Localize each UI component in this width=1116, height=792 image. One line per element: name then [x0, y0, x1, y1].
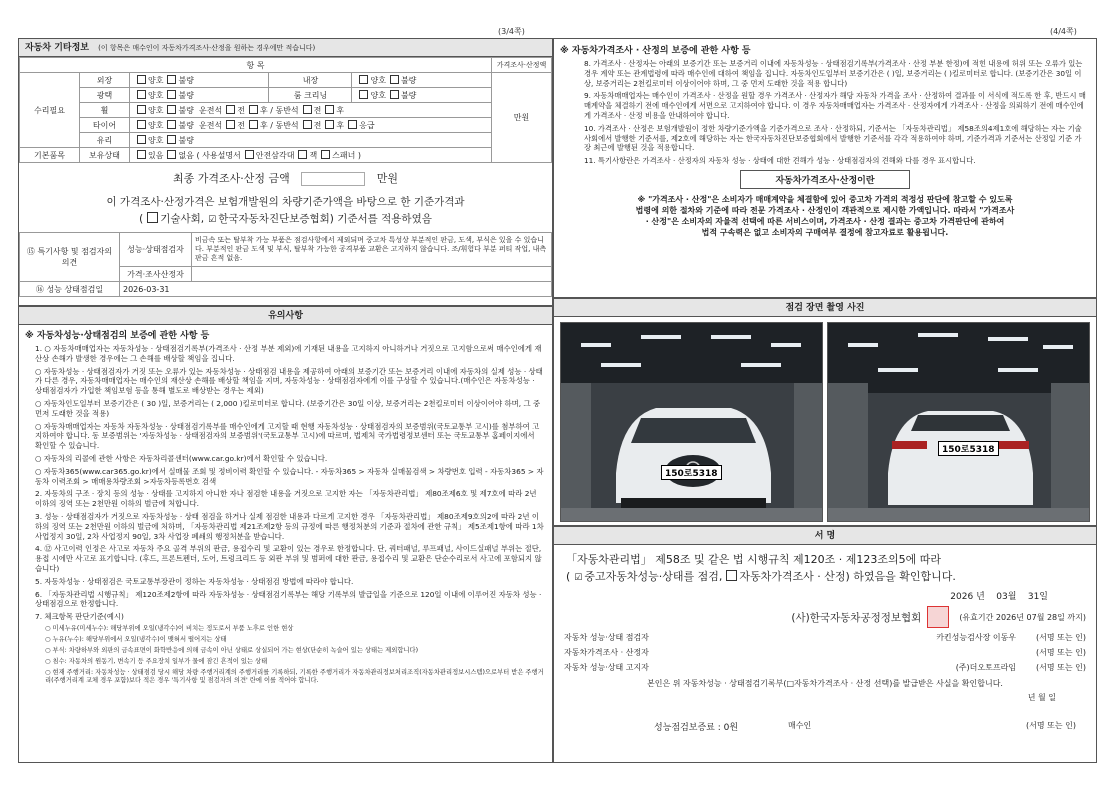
checkbox[interactable]	[167, 135, 176, 144]
perf-date: 2026-03-31	[120, 282, 552, 297]
emergency-label: 응급	[359, 120, 375, 130]
triangle-label: 안전삼각대	[255, 150, 295, 160]
sign-confirm: 본인은 위 자동차성능 · 상태점검기록부(□자동차가격조사 · 산정 선택)를 발급받은 사실을 확인합니다.	[647, 679, 1003, 688]
sign-line2	[554, 567, 1096, 585]
front-label: 전	[237, 105, 245, 115]
front-label: 전	[237, 120, 245, 130]
opt-good: 양호	[370, 75, 386, 85]
jack-label: 잭	[309, 150, 318, 160]
sign-paren: (	[566, 570, 571, 583]
criteria-item: ○ 침수: 자동차의 원동기, 변속기 등 주요장치 일부가 물에 잠긴 흔적이 있는 상태	[45, 657, 268, 665]
special-label: ⑮ 특기사항 및 점검자의 의견	[20, 233, 120, 282]
opt-bad: 불량	[178, 90, 194, 100]
checkbox[interactable]	[303, 120, 312, 129]
checkbox[interactable]	[167, 105, 176, 114]
other-info-section	[18, 38, 553, 306]
car-rear-image	[828, 323, 1090, 522]
final-price-input[interactable]	[301, 172, 365, 186]
none-label: 없음	[178, 150, 194, 160]
price-guarantee-title: ※ 자동차가격조사 · 산정의 보증에 관한 사항 등	[560, 46, 751, 56]
opt-good: 양호	[148, 120, 164, 130]
caution-item: 4. ⑫ 사고이력 인정은 사고로 자동차 주요 골격 부위의 판금, 용접수리 및 교환이 있는 경우로 한정합니다. 단, 쿼터패널, 루프패널, 사이드실패널 부위는 절단, 용접 시에만 사고로 표기합니다. (후드, 프론트펜더, 도어, 트렁크리드 등 외판 부위 및 범퍼에 대한 판금, 용접수리 및 교환은 단순수리로서 사고에 포함되지 않습니다)	[35, 544, 542, 573]
checkbox[interactable]	[137, 90, 146, 99]
sign-org: (사)한국자동차공정정보협회	[791, 611, 922, 624]
spanner-label: 스패너 )	[332, 150, 362, 160]
perf-date-label: ⑯ 성능 상태점검일	[20, 282, 120, 297]
checkbox-tech-society[interactable]	[147, 212, 158, 223]
criteria-item: ○ 미세누유(미세누수): 해당부위에 오일(냉각수)이 비치는 정도로서 부품 노후로 인한 현상	[45, 624, 294, 632]
checkbox[interactable]	[359, 75, 368, 84]
price-box-line: ※ "가격조사 · 산정"은 소비자가 매매계약을 체결함에 있어 중고차 가격의 적정성 판단에 참고할 수 있도록	[637, 194, 1013, 204]
sign-ymd: 년 월 일	[1027, 693, 1056, 702]
checkbox[interactable]	[298, 150, 307, 159]
signature-title: 서 명	[554, 527, 1096, 545]
sign-day: 31	[1027, 592, 1040, 602]
caution-item: ○ 자동차성능 · 상태점검자가 거짓 또는 오류가 있는 자동차성능 · 상태점검 내용을 제공하여 아래의 보증기간 또는 보증거리 이내에 자동차의 실제 성능 · 상태가 다른 경우, 자동차매매업자는 매수인의 재산상 손해를 배상할 책임을 지며, 자동차성능 · 상태점검자에게 이를 구상할 수 있습니다.(매수인은 자동차성능 · 상태점검자가 가입한 책임보험 등을 통해 별도로 배상받는 경우는 제외)	[35, 366, 543, 396]
caution-item: 1. ○ 자동차매매업자는 자동차성능 · 상태점검기록부(가격조사 · 산정 부분 제외)에 기재된 내용을 고지하지 아니하거나 거짓으로 고지함으로써 매수인에게 재산상 손해가 발생한 경우에는 그 손해를 배상할 책임을 집니다.	[35, 344, 542, 363]
page-number-right: (4/4쪽)	[1050, 27, 1077, 36]
price-label: 가격·조사산정자	[120, 267, 192, 282]
sign-year: 2026	[950, 592, 974, 602]
manual-label: ( 사용설명서	[196, 150, 241, 160]
rear-label: 후 / 동반석	[259, 120, 299, 130]
checkbox[interactable]	[390, 90, 399, 99]
checkbox[interactable]	[137, 135, 146, 144]
driver-label: 운전석	[199, 120, 223, 130]
caution-item: ○ 자동차의 리콜에 관한 사항은 자동차리콜센터(www.car.go.kr)에서 확인할 수 있습니다.	[35, 453, 328, 463]
checkbox[interactable]	[137, 150, 146, 159]
opt-good: 양호	[148, 75, 164, 85]
sign-month: 03	[996, 592, 1008, 602]
sign-perf-check: 중고자동차성능·상태를 점검,	[584, 570, 723, 583]
sign-notice-label: 자동차 성능·상태 고지자	[564, 663, 649, 672]
rear-plate: 150로5318	[938, 441, 999, 456]
sign-buyer: 매수인	[788, 721, 812, 730]
day-unit: 일	[1039, 592, 1048, 602]
perf-label: 성능·상태점검자	[120, 233, 192, 267]
sign-buyer-sign[interactable]: (서명 또는 인)	[1026, 721, 1076, 730]
row-tire: 타이어	[80, 118, 130, 133]
other-info-title: 자동차 기타정보	[25, 43, 89, 53]
checkbox[interactable]	[167, 150, 176, 159]
row-gloss: 광택	[80, 88, 130, 103]
price-box-line: 법적 구속력은 없고 소비자의 구매여부 결정에 참고자료로 활용됩니다.	[701, 227, 949, 237]
opt-good: 양호	[370, 90, 386, 100]
price-guarantee-item: 9. 자동차매매업자는 매수인이 가격조사 · 산정을 원할 경우 가격조사 · 산정자가 해당 자동차 가격을 조사 · 산정하여 결과를 이 서식에 적도록 한 후, 반드시 매매계약을 체결하기 전에 매수인에게 서면으로 고지하여야 합니다. 이 경우 자동차매매업자는 가격조사 · 산정자에게 가격조사 · 산정을 의뢰하기 전에 매수인에게 가격조사 · 산정 비용을 안내하여야 합니다.	[584, 91, 1086, 120]
rear-label: 후	[336, 105, 345, 115]
sign-fee: 성능점검보증료 : 0원	[654, 723, 739, 733]
checkbox[interactable]	[167, 90, 176, 99]
sign-price-row	[554, 645, 1096, 660]
sign-perf-name: 카킨성능검사장 이동우	[936, 633, 1017, 642]
opt-bad: 불량	[400, 75, 417, 85]
checked-icon[interactable]: ☑	[574, 573, 583, 583]
driver-label: 운전석	[199, 105, 223, 115]
price-won: 만원	[492, 73, 552, 163]
checkbox[interactable]	[348, 120, 357, 129]
price-box-title: 자동차가격조사·산정이란	[740, 170, 910, 189]
opt-good: 양호	[148, 135, 164, 145]
criteria-list	[19, 625, 552, 685]
basis-paren: (	[139, 213, 144, 225]
checkbox[interactable]	[325, 105, 334, 114]
price-guarantee-section	[553, 38, 1097, 298]
caution-item: ○ 자동차365(www.car365.go.kr)에서 실매물 조회 및 정비이력 확인할 수 있습니다. - 자동차365 > 자동차 실매물검색 > 차량번호 입력 - 자동차365 > 자동차 이력조회 > 매매용차량조회 >자동차등록번호 검색	[35, 466, 544, 486]
basis-assoc: 한국자동차진단보증협회) 기준서를 적용하였음	[218, 213, 432, 225]
price-guarantee-list	[554, 59, 1096, 166]
signature-section	[553, 526, 1097, 763]
checkbox[interactable]	[167, 75, 176, 84]
sign-perf-sign[interactable]: (서명 또는 인)	[1036, 633, 1086, 642]
checkbox[interactable]	[245, 150, 254, 159]
final-price-label: 최종 가격조사·산정 금액	[172, 172, 290, 185]
criteria-item: ○ 누유(누수): 해당부위에서 오일(냉각수)이 맺혀서 떨어지는 상태	[45, 635, 227, 643]
month-unit: 월	[1007, 592, 1017, 602]
caution-item: 2. 자동차의 구조 · 장치 등의 성능 · 상태를 고지하지 아니한 자나 점검한 내용을 거짓으로 고지한 자는 「자동차관리법」 제80조제6호 및 제7호에 따라 2년 이하의 징역 또는 2천만원 이하의 벌금에 처합니다.	[35, 489, 537, 509]
front-label: 전	[313, 105, 322, 115]
price-opinion	[192, 267, 552, 282]
sign-price-label: 자동차가격조사 · 산정자	[564, 648, 649, 657]
opt-bad: 불량	[178, 105, 194, 115]
row-exterior: 외장	[80, 73, 130, 88]
row-wheel: 휠	[80, 103, 130, 118]
caution-title: 유의사항	[19, 307, 552, 325]
price-guarantee-item: 8. 가격조사 · 산정자는 아래의 보증기간 또는 보증거리 이내에 자동차성능 · 상태점검기록부(가격조사 · 산정 부분 한정)에 적힌 내용에 허위 또는 오류가 있는 경우 계약 또는 관계법령에 따라 매수인에 대하여 책임을 집니다. 자동차인도일부터 보증기간은 ( )일, 보증거리는 ( )킬로미터로 합니다. (보증기간은 30일 이상, 보증거리는 2천킬로미터 이상이어야 하며, 그 중 먼저 도래한 것을 적용 합니다)	[584, 59, 1083, 88]
rear-photo	[827, 322, 1090, 522]
page-number-left: (3/4쪽)	[498, 27, 525, 36]
basic-sub: 보유상태	[80, 148, 130, 163]
opt-bad: 불량	[400, 90, 417, 100]
car-front-image	[561, 323, 823, 522]
sign-date	[554, 585, 1096, 602]
col-price: 가격조사·산정액	[492, 58, 552, 73]
row-room: 룸 크리닝	[269, 88, 352, 103]
caution-subtitle: ※ 자동차성능·상태점검의 보증에 관한 사항 등	[25, 331, 210, 341]
rear-label: 후	[336, 120, 345, 130]
caution-item: ○ 자동차인도일부터 보증기간은 ( 30 )일, 보증거리는 ( 2,000 )킬로미터로 합니다. (보증기간은 30일 이상, 보증거리는 2천킬로미터 이상이어야 하며, 그 중 먼저 도래한 것을 적용)	[35, 398, 541, 418]
caution-list	[19, 344, 552, 622]
sign-perf-row	[554, 630, 1096, 645]
other-info-note: (이 항목은 매수인이 자동차가격조사·산정을 원하는 경우에만 적습니다)	[98, 44, 316, 52]
has-label: 있음	[148, 150, 164, 160]
col-item: 항 목	[20, 58, 492, 73]
price-box-text	[554, 194, 1096, 238]
front-photo	[560, 322, 823, 522]
caution-item: 5. 자동차성능 · 상태점검은 국토교통부장관이 정하는 자동차성능 · 상태점검 방법에 따라야 합니다.	[35, 576, 354, 586]
checked-icon[interactable]: ☑	[208, 215, 217, 225]
other-info-header	[19, 39, 552, 57]
front-plate: 150로5318	[661, 465, 722, 480]
sign-org-row	[554, 602, 1096, 630]
front-label: 전	[313, 120, 322, 130]
checkbox[interactable]	[137, 120, 146, 129]
checkbox[interactable]	[321, 150, 330, 159]
checkbox[interactable]	[249, 120, 258, 129]
price-box-line: · 산정"은 소비자의 자율적 선택에 따른 서비스이며, 가격조사 · 산정 결과는 중고차 가격판단에 관하여	[645, 216, 1005, 226]
caution-item: 6. 「자동차관리법 시행규칙」 제120조제2항에 따라 자동차성능 · 상태점검기록부는 해당 기록부의 발급일을 기준으로 120일 이내에 이루어진 자동차 성능 · 상태점검으로 한정합니다.	[35, 589, 542, 609]
opt-bad: 불량	[178, 135, 194, 145]
sign-notice-sign[interactable]: (서명 또는 인)	[1036, 663, 1086, 672]
final-price-row	[19, 170, 552, 186]
sign-line1: 「자동차관리법」 제58조 및 같은 법 시행규칙 제120조 · 제123조의5에 따라	[566, 553, 941, 566]
row-interior: 내장	[269, 73, 352, 88]
price-box-line: 법령에 의한 절차와 기준에 따라 전문 가격조사 · 산정인이 객관적으로 제시한 가액입니다. 따라서 "가격조사	[635, 205, 1015, 215]
opt-bad: 불량	[178, 75, 194, 85]
criteria-item: ○ 부식: 차량하부와 외판의 금속표면이 화학반응에 의해 금속이 아닌 상태로 상실되어 가는 현상(단순히 녹슬어 있는 상태는 제외합니다)	[45, 646, 419, 654]
checkbox-price[interactable]	[726, 570, 737, 581]
caution-item: 7. 체크항목 판단기준(예시)	[35, 612, 124, 622]
checkbox[interactable]	[390, 75, 399, 84]
checkbox[interactable]	[226, 120, 235, 129]
year-unit: 년	[976, 592, 985, 602]
checkbox[interactable]	[137, 75, 146, 84]
opinion-table	[19, 232, 552, 297]
checkbox[interactable]	[359, 90, 368, 99]
sign-price-sign[interactable]: (서명 또는 인)	[1036, 648, 1086, 657]
criteria-item: ○ 현재 주행거리: 자동차성능 · 상태점검 당시 해당 차량 주행거리계의 주행거리를 기록하되, 기록한 주행거리가 자동차관리정보처리조직(자동차관리정보시스템)으로부터 받은 주행거리(주행거리계 교체 경우 포함)보다 적은 경우 '특기사항 및 점검자의 의견' 란에 이를 적어야 합니다.	[45, 668, 544, 684]
sign-price-check: 자동차가격조사 · 산정) 하였음을 확인합니다.	[739, 570, 956, 583]
photo-title: 점검 장면 촬영 사진	[554, 299, 1096, 317]
checkbox[interactable]	[325, 120, 334, 129]
perf-opinion: 비금속 또는 탈부착 가능 부품은 점검사항에서 제외되며 중고차 특성상 부분적인 판금, 도색, 부식은 있을 수 있습니다. 부분적인 판금 도색 및 부식, 탈부착 가능한 공격부품 교환은 고지하지 않습니다. 조/휘험다 부분 퍼티 작업, 내측 판금 흔적 없음.	[192, 233, 552, 267]
price-guarantee-item: 10. 가격조사 · 산정은 보험개발원이 정한 차량기준가액을 기준가격으로 조사 · 산정하되, 기준서는 「자동차관리법」 제58조의4제1호에 해당하는 자는 기술사회에서 발행한 기준서를, 제2호에 해당하는 자는 한국자동차진단보증협회에서 발행한 기준서를 각각 적용하여야 하며, 기준가격과 기준서는 산정일 기준 가장 최근에 발행된 것을 적용합니다.	[584, 123, 1082, 153]
checkbox[interactable]	[137, 105, 146, 114]
sign-notice-name: (주)더오토프라임	[955, 663, 1017, 672]
other-info-table	[19, 57, 552, 163]
repair-label: 수리필요	[20, 73, 80, 148]
checkbox[interactable]	[303, 105, 312, 114]
checkbox[interactable]	[249, 105, 258, 114]
opt-bad: 불량	[178, 120, 194, 130]
final-price-unit: 만원	[376, 172, 398, 185]
org-seal-icon	[927, 606, 949, 628]
checkbox[interactable]	[226, 105, 235, 114]
basis-line2	[19, 211, 552, 226]
row-glass: 유리	[80, 133, 130, 148]
basis-tech: 기술사회,	[160, 213, 205, 225]
opt-good: 양호	[148, 105, 164, 115]
caution-item: 3. 성능 · 상태점검자가 거짓으로 자동차성능 · 상태 점검을 하거나 실제 점검한 내용과 다르게 고지한 경우 「자동차관리법」 제80조제9호의2에 따라 2년 이하의 징역 또는 2천만원 이하의 벌금에 처하며, 「자동차관리법 제21조제2항 등의 규정에 따른 행정처분의 기준과 절차에 관한 규칙」 제5조제1항에 따라 1차 사업정지 30일, 2차 사업정지 90일, 3차 사업장 폐쇄의 행정처분을 받습니다.	[35, 511, 544, 541]
checkbox[interactable]	[167, 120, 176, 129]
sign-buyer-row	[554, 706, 1096, 733]
opt-good: 양호	[148, 90, 164, 100]
caution-item: ○ 자동차매매업자는 자동차 자동차성능 · 상태점검기록부를 매수인에게 고지할 때 현행 자동차성능 · 상태점검자의 보증범위(국토교통부 고시)를 첨부하여 고지하여야 합니다. 동 보증범위는 '자동차성능 · 상태점검자의 보증범위'(국토교통부 고시)에 따르며, 법제처 국가법령정보센터 또는 국토교통부 홈페이지에서 확인할 수 있습니다.	[35, 421, 540, 451]
sign-notice-row	[554, 660, 1096, 675]
basic-label: 기본품목	[20, 148, 80, 163]
sign-perf-label: 자동차 성능·상태 점검자	[564, 633, 649, 642]
caution-section	[18, 306, 553, 763]
sign-validity: (유효기간 2026년 07월 28일 까지)	[959, 612, 1086, 622]
basis-line1: 이 가격조사·산정가격은 보험개발원의 차량기준가액을 바탕으로 한 기준가격과	[106, 196, 465, 208]
price-guarantee-item: 11. 특기사항란은 가격조사 · 산정자의 자동차 성능 · 상태에 대한 견해가 성능 · 상태점검자의 견해와 다를 경우 표시합니다.	[584, 156, 976, 166]
rear-label: 후 / 동반석	[259, 105, 299, 115]
